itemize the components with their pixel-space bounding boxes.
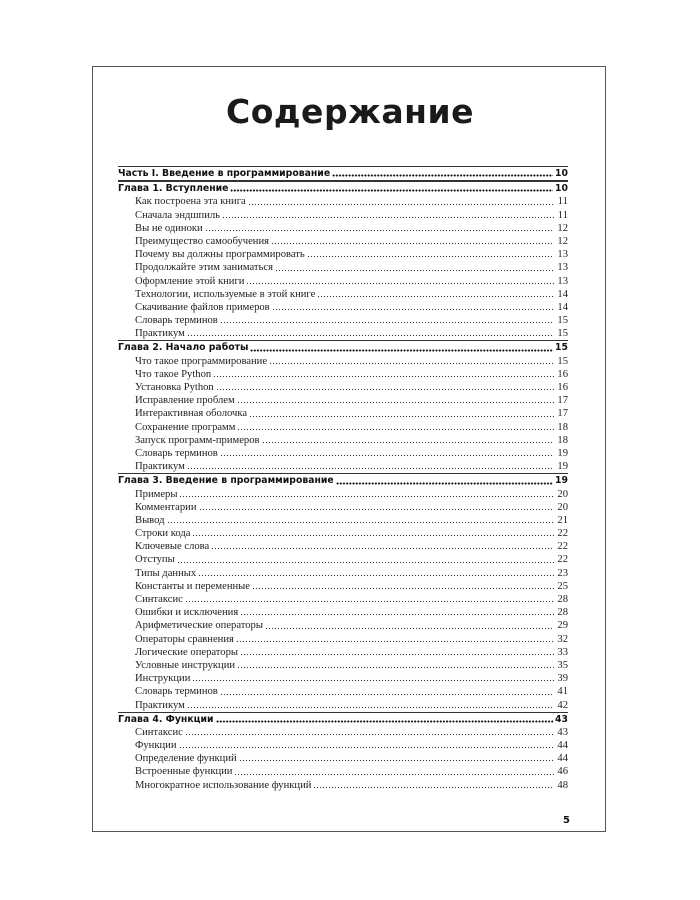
toc-entry-label: Практикум xyxy=(135,699,185,711)
dot-leader xyxy=(167,515,555,524)
dot-leader xyxy=(237,395,554,404)
toc-section-entry[interactable] xyxy=(118,488,568,501)
toc-entry-page: 19 xyxy=(555,475,568,487)
toc-section-entry[interactable] xyxy=(118,447,568,460)
toc-entry-label: Операторы сравнения xyxy=(135,633,234,645)
toc-entry-page: 16 xyxy=(557,368,568,380)
toc-entry-page: 35 xyxy=(557,659,568,671)
toc-section-entry[interactable] xyxy=(118,421,568,434)
toc-entry-label: Практикум xyxy=(135,328,185,340)
toc-entry-label: Почему вы должны программировать xyxy=(135,249,305,261)
dot-leader xyxy=(213,369,554,378)
dot-leader xyxy=(179,740,555,749)
dot-leader xyxy=(199,502,554,511)
toc-chapter-entry[interactable] xyxy=(118,166,568,181)
dot-leader xyxy=(222,210,554,219)
toc-entry-page: 18 xyxy=(557,421,568,433)
toc-entry-label: Словарь терминов xyxy=(135,447,218,459)
dot-leader xyxy=(237,422,554,431)
toc-entry-label: Ключевые слова xyxy=(135,541,210,553)
toc-section-entry[interactable] xyxy=(118,540,568,553)
toc-entry-label: Условные инструкции xyxy=(135,659,236,671)
toc-chapter-entry[interactable] xyxy=(118,181,568,195)
page-title: Содержание xyxy=(226,92,474,131)
toc-entry-label: Что такое программирование xyxy=(135,355,268,367)
toc-section-entry[interactable] xyxy=(118,739,568,752)
table-of-contents xyxy=(118,166,568,792)
dot-leader xyxy=(272,302,554,311)
toc-entry-page: 19 xyxy=(557,461,568,473)
dot-leader xyxy=(317,289,554,298)
toc-entry-page: 12 xyxy=(557,235,568,247)
toc-section-entry[interactable] xyxy=(118,633,568,646)
toc-chapter-entry[interactable] xyxy=(118,473,568,487)
toc-entry-label: Отступы xyxy=(135,554,175,566)
toc-section-entry[interactable] xyxy=(118,248,568,261)
toc-section-entry[interactable] xyxy=(118,209,568,222)
dot-leader xyxy=(240,647,554,656)
dot-leader xyxy=(211,541,554,550)
dot-leader xyxy=(246,276,554,285)
dot-leader xyxy=(179,489,554,498)
toc-entry-label: Типы данных xyxy=(135,567,197,579)
toc-entry-page: 15 xyxy=(557,315,568,327)
toc-entry-page: 44 xyxy=(557,740,568,752)
dot-leader xyxy=(236,634,554,643)
toc-section-entry[interactable] xyxy=(118,301,568,314)
dot-leader xyxy=(216,714,553,723)
toc-section-entry[interactable] xyxy=(118,327,568,340)
toc-section-entry[interactable] xyxy=(118,288,568,301)
dot-leader xyxy=(192,673,554,682)
toc-entry-page: 22 xyxy=(557,528,568,540)
toc-section-entry[interactable] xyxy=(118,672,568,685)
dot-leader xyxy=(220,687,554,696)
toc-entry-page: 20 xyxy=(557,488,568,500)
toc-entry-page: 14 xyxy=(557,288,568,300)
toc-entry-label: Установка Python xyxy=(135,382,214,393)
toc-entry-label: Интерактивная оболочка xyxy=(135,408,248,420)
toc-entry-label: Синтаксис xyxy=(135,726,183,738)
toc-entry-page: 14 xyxy=(557,301,568,313)
toc-entry-page: 28 xyxy=(557,607,568,619)
toc-entry-label: Константы и переменные xyxy=(135,580,250,592)
toc-entry-label: Исправление проблем xyxy=(135,395,235,407)
toc-section-entry[interactable] xyxy=(118,527,568,540)
toc-section-entry[interactable] xyxy=(118,275,568,288)
dot-leader xyxy=(187,700,554,709)
toc-entry-page: 17 xyxy=(557,395,568,407)
toc-chapter-entry[interactable] xyxy=(118,340,568,354)
toc-entry-page: 42 xyxy=(557,699,568,711)
toc-entry-page: 28 xyxy=(557,594,568,605)
toc-entry-label: Определение функций xyxy=(135,753,237,765)
toc-entry-label: Оформление этой книги xyxy=(135,275,245,287)
dot-leader xyxy=(185,594,554,603)
toc-section-entry[interactable] xyxy=(118,752,568,765)
dot-leader xyxy=(216,382,554,391)
dot-leader xyxy=(198,568,554,577)
toc-entry-label: Ошибки и исключения xyxy=(135,607,239,619)
toc-entry-page: 29 xyxy=(557,620,568,632)
toc-entry-label: Глава 2. Начало работы xyxy=(118,342,249,354)
toc-section-entry[interactable] xyxy=(118,434,568,447)
toc-section-entry[interactable] xyxy=(118,646,568,659)
toc-entry-page: 25 xyxy=(557,580,568,592)
toc-section-entry[interactable] xyxy=(118,779,568,792)
dot-leader xyxy=(239,753,554,762)
dot-leader xyxy=(185,727,554,736)
dot-leader xyxy=(205,223,554,232)
toc-entry-label: Практикум xyxy=(135,461,185,473)
toc-entry-label: Синтаксис xyxy=(135,594,183,605)
dot-leader xyxy=(192,528,554,537)
toc-section-entry[interactable] xyxy=(118,726,568,739)
toc-section-entry[interactable] xyxy=(118,314,568,327)
toc-section-entry[interactable] xyxy=(118,394,568,407)
toc-section-entry[interactable] xyxy=(118,659,568,672)
toc-entry-label: Вы не одиноки xyxy=(135,222,203,234)
toc-entry-page: 13 xyxy=(557,249,568,261)
dot-leader xyxy=(271,236,554,245)
toc-entry-label: Примеры xyxy=(135,488,178,500)
toc-entry-label: Скачивание файлов примеров xyxy=(135,301,270,313)
toc-entry-label: Инструкции xyxy=(135,673,191,685)
toc-section-entry[interactable] xyxy=(118,501,568,514)
toc-entry-label: Преимущество самообучения xyxy=(135,235,270,247)
toc-section-entry[interactable] xyxy=(118,685,568,698)
toc-entry-page: 44 xyxy=(557,753,568,765)
dot-leader xyxy=(220,315,554,324)
dot-leader xyxy=(307,249,554,258)
toc-section-entry[interactable] xyxy=(118,514,568,527)
toc-entry-page: 48 xyxy=(557,779,568,791)
toc-entry-page: 15 xyxy=(557,328,568,340)
toc-section-entry[interactable] xyxy=(118,222,568,235)
toc-entry-page: 13 xyxy=(557,275,568,287)
dot-leader xyxy=(237,660,554,669)
dot-leader xyxy=(240,607,554,616)
dot-leader xyxy=(249,409,554,418)
toc-entry-page: 22 xyxy=(557,541,568,553)
toc-entry-label: Строки кода xyxy=(135,528,191,540)
dot-leader xyxy=(230,183,553,192)
dot-leader xyxy=(177,555,554,564)
toc-section-entry[interactable] xyxy=(118,460,568,473)
toc-section-entry[interactable] xyxy=(118,606,568,619)
toc-entry-label: Что такое Python xyxy=(135,368,212,380)
toc-entry-page: 33 xyxy=(557,646,568,658)
toc-entry-page: 10 xyxy=(555,168,568,179)
toc-entry-label: Встроенные функции xyxy=(135,766,233,778)
toc-entry-page: 11 xyxy=(557,209,568,221)
toc-entry-page: 41 xyxy=(557,686,568,698)
toc-entry-page: 43 xyxy=(555,713,568,725)
toc-section-entry[interactable] xyxy=(118,567,568,580)
toc-entry-page: 46 xyxy=(557,766,568,778)
toc-entry-page: 15 xyxy=(555,342,568,354)
toc-entry-page: 20 xyxy=(557,501,568,513)
toc-entry-page: 11 xyxy=(557,196,568,208)
toc-section-entry[interactable] xyxy=(118,235,568,248)
toc-section-entry[interactable] xyxy=(118,580,568,593)
toc-entry-label: Функции xyxy=(135,740,177,752)
toc-chapter-entry[interactable] xyxy=(118,712,568,726)
toc-entry-label: Многократное использование функций xyxy=(135,779,312,791)
dot-leader xyxy=(234,767,554,776)
toc-entry-label: Глава 3. Введение в программирование xyxy=(118,475,334,487)
toc-entry-label: Глава 4. Функции xyxy=(118,713,214,725)
toc-entry-page: 10 xyxy=(555,183,568,195)
dot-leader xyxy=(265,621,554,630)
toc-entry-page: 12 xyxy=(557,222,568,234)
toc-entry-label: Запуск программ-примеров xyxy=(135,434,260,446)
toc-entry-label: Глава 1. Вступление xyxy=(118,183,229,195)
toc-entry-label: Технологии, используемые в этой книге xyxy=(135,288,316,300)
toc-entry-label: Комментарии xyxy=(135,501,197,513)
dot-leader xyxy=(187,461,554,470)
toc-section-entry[interactable] xyxy=(118,381,568,394)
toc-entry-page: 15 xyxy=(557,355,568,367)
toc-entry-page: 16 xyxy=(557,382,568,393)
page-number: 5 xyxy=(563,815,570,826)
toc-entry-label: Логические операторы xyxy=(135,646,238,658)
dot-leader xyxy=(275,263,554,272)
toc-entry-label: Сначала эндшпиль xyxy=(135,209,220,221)
toc-entry-page: 19 xyxy=(557,447,568,459)
toc-entry-page: 32 xyxy=(557,633,568,645)
toc-section-entry[interactable] xyxy=(118,195,568,208)
toc-entry-page: 13 xyxy=(557,262,568,274)
dot-leader xyxy=(262,435,554,444)
toc-section-entry[interactable] xyxy=(118,765,568,778)
dot-leader xyxy=(269,356,554,365)
toc-entry-label: Часть I. Введение в программирование xyxy=(118,168,331,179)
toc-entry-page: 21 xyxy=(557,514,568,526)
toc-entry-label: Словарь терминов xyxy=(135,315,218,327)
toc-entry-page: 22 xyxy=(557,554,568,566)
toc-entry-page: 39 xyxy=(557,673,568,685)
toc-section-entry[interactable] xyxy=(118,355,568,368)
toc-section-entry[interactable] xyxy=(118,261,568,274)
dot-leader xyxy=(248,197,554,206)
toc-entry-page: 43 xyxy=(557,726,568,738)
toc-section-entry[interactable] xyxy=(118,368,568,381)
toc-section-entry[interactable] xyxy=(118,553,568,566)
dot-leader xyxy=(252,581,554,590)
toc-section-entry[interactable] xyxy=(118,407,568,420)
toc-entry-label: Вывод xyxy=(135,514,165,526)
toc-entry-page: 23 xyxy=(557,567,568,579)
dot-leader xyxy=(336,476,553,485)
dot-leader xyxy=(250,343,553,352)
dot-leader xyxy=(313,780,554,789)
toc-section-entry[interactable] xyxy=(118,619,568,632)
toc-entry-page: 18 xyxy=(557,434,568,446)
toc-entry-label: Как построена эта книга xyxy=(135,196,246,208)
dot-leader xyxy=(220,448,554,457)
toc-entry-page: 17 xyxy=(557,408,568,420)
toc-entry-label: Арифметические операторы xyxy=(135,620,263,632)
toc-section-entry[interactable] xyxy=(118,593,568,606)
toc-entry-label: Словарь терминов xyxy=(135,686,218,698)
dot-leader xyxy=(187,328,554,337)
dot-leader xyxy=(332,168,553,177)
toc-entry-label: Продолжайте этим заниматься xyxy=(135,262,273,274)
toc-entry-label: Сохранение программ xyxy=(135,421,236,433)
toc-section-entry[interactable] xyxy=(118,699,568,712)
